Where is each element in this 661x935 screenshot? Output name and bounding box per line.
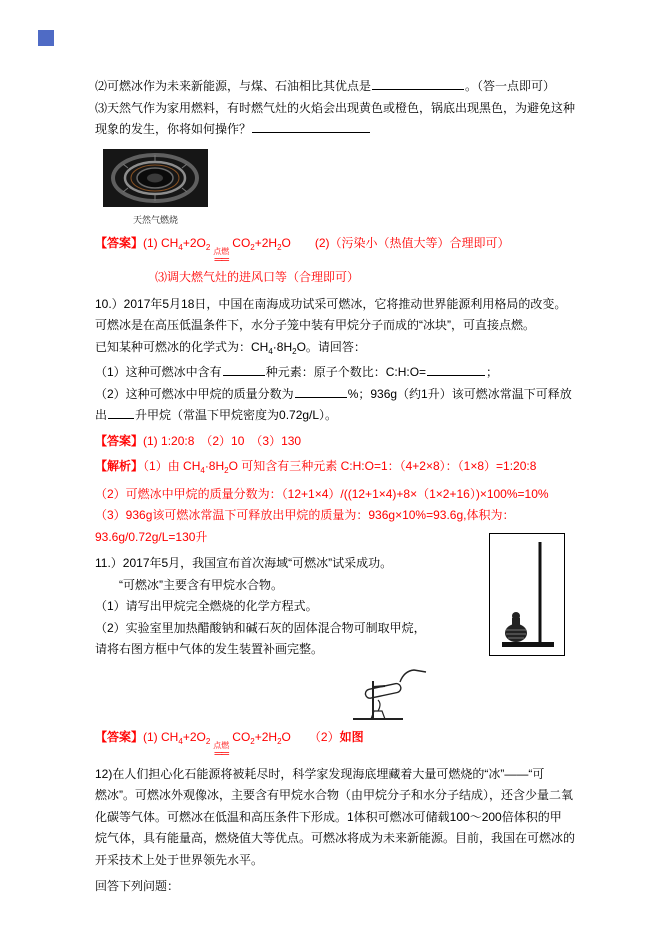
answer-blank	[223, 364, 265, 376]
text-line	[95, 337, 577, 363]
text-span: (1) CH	[143, 236, 179, 250]
text-span: 燃冰”。可燃冰外观像冰，主要含有甲烷水合物（由甲烷分子和水分子结成），还含少量二氧	[95, 788, 573, 802]
text-span: （1）这种可燃冰中含有	[95, 365, 222, 379]
text-line	[95, 807, 577, 829]
answer-blank	[252, 121, 370, 133]
text-span: 2	[205, 736, 211, 746]
text-span: 2	[205, 243, 211, 252]
text-span: 如图	[339, 729, 364, 744]
text-span: 【解析】	[95, 459, 144, 473]
text-span: 烷气体，具有能量高，燃烧值大等优点。可燃冰将成为未来新能源。目前，我国在可燃冰的	[95, 831, 576, 845]
text-span: O。请回答：	[296, 339, 366, 354]
text-span: 2	[277, 243, 282, 252]
text-span: +2H	[254, 729, 278, 744]
text-span: （2）	[290, 729, 340, 744]
text-line	[95, 828, 577, 850]
text-span: +2H	[254, 236, 278, 250]
text-line	[95, 431, 577, 453]
text-span: (2)（污染小（热值大等）合理即可）	[290, 236, 510, 250]
gas-burner-photo	[103, 149, 208, 228]
text-line	[95, 764, 577, 786]
text-span: 10.）2017年5月18日，中国在南海成功试采可燃冰，它将推动世界能源利用格局的改变。	[95, 296, 567, 311]
text-line	[95, 233, 577, 265]
text-span: CO	[232, 236, 251, 250]
iron-stand-sketch	[490, 534, 562, 653]
text-line	[95, 315, 577, 337]
text-span: O 可知含有三种元素 C:H:O=1：（4+2×8）：（1×8）=1:20:8	[228, 459, 537, 473]
text-line	[95, 405, 577, 427]
answer-blank	[427, 364, 485, 376]
text-span: 请将右图方框中气体的发生装置补画完整。	[95, 642, 324, 656]
text-span: （1）请写出甲烷完全燃烧的化学方程式。	[95, 599, 318, 613]
text-span: ；	[486, 365, 499, 379]
text-span: 种元素：原子个数比：C:H:O=	[265, 365, 427, 379]
text-span: ⑵可燃冰作为未来新能源，与煤、石油相比其优点是	[95, 79, 372, 93]
text-span: %；936g（约1升）该可燃冰常温下可释放	[347, 386, 572, 401]
generator-sketch	[347, 663, 431, 723]
text-span: 12)在人们担心化石能源将被耗尽时，科学家发现海底埋藏着大量可燃烧的“冰”——“可	[95, 766, 545, 781]
answer-blank	[108, 407, 134, 419]
text-span: 11.）2017年5月，我国宣布首次海域“可燃冰”试采成功。	[95, 556, 393, 570]
text-span: ⑶天然气作为家用燃料，有时燃气灶的火焰会出现黄色或橙色，锅底出现黑色，为避免这种	[95, 100, 576, 115]
answer-blank	[372, 78, 464, 90]
text-span: 【答案】	[95, 236, 144, 250]
text-line	[95, 850, 577, 872]
text-line	[95, 98, 577, 120]
text-span: ·8H	[204, 459, 225, 473]
text-span: （2）实验室里加热醋酸钠和碱石灰的固体混合物可制取甲烷，	[95, 620, 426, 635]
text-line	[95, 76, 577, 98]
text-span: 。（答一点即可）	[465, 79, 556, 93]
text-line	[155, 267, 577, 289]
text-span: 4	[268, 346, 273, 356]
text-span: CO	[232, 729, 251, 744]
text-line	[95, 727, 577, 759]
text-span: +2O	[182, 236, 206, 250]
text-line	[95, 384, 577, 406]
photo-caption: 天然气燃烧	[132, 215, 178, 225]
apparatus-box-figure	[489, 533, 565, 656]
text-line	[95, 785, 577, 807]
text-line	[95, 456, 577, 482]
document-content	[95, 76, 577, 898]
text-span: “可燃冰”主要含有甲烷水合物。	[119, 577, 283, 592]
text-span: 93.6g/0.72g/L=130升	[95, 529, 208, 544]
text-line	[95, 484, 577, 506]
text-line	[95, 362, 577, 384]
text-span: （1）由 CH	[143, 459, 201, 473]
text-span: +2O	[182, 729, 206, 744]
text-line	[95, 119, 577, 141]
text-span: 2	[250, 243, 255, 252]
text-span: 2	[292, 346, 297, 356]
text-span: 可燃冰是在高压低温条件下，水分子笼中装有甲烷分子而成的“冰块”，可直接点燃。	[95, 318, 535, 332]
text-span: 2	[224, 466, 229, 475]
text-span: (1) CH	[143, 729, 179, 744]
text-line	[95, 294, 577, 316]
text-span: 开采技术上处于世界领先水平。	[95, 852, 264, 867]
text-span: O	[281, 236, 291, 250]
text-span: 4	[178, 243, 183, 252]
text-span: 升甲烷（常温下甲烷密度为0.72g/L）。	[135, 408, 338, 422]
text-line	[95, 876, 577, 898]
text-span: 【答案】	[95, 433, 144, 448]
reaction-condition-ignite: 点燃 ══	[213, 740, 230, 760]
accent-square	[38, 30, 54, 46]
burner-image	[103, 149, 208, 207]
text-span: 回答下列问题：	[95, 879, 180, 893]
text-span: 【答案】	[95, 729, 144, 744]
text-span: 现象的发生，你将如何操作？	[95, 122, 252, 136]
reaction-condition-ignite: 点燃 ══	[213, 247, 230, 266]
text-span: 2	[250, 736, 255, 746]
text-span: （3）936g该可燃冰常温下可释放出甲烷的质量为：936g×10%=93.6g,体积为：	[95, 508, 515, 522]
text-line	[95, 505, 577, 527]
text-span: (1) 1:20:8 （2）10 （3）130	[143, 433, 302, 448]
text-span: （2）这种可燃冰中甲烷的质量分数为	[95, 386, 294, 401]
answer-blank	[295, 386, 347, 398]
text-span: 已知某种可燃冰的化学式为：CH	[95, 339, 269, 354]
text-span: 2	[277, 736, 282, 746]
text-span: （2）可燃冰中甲烷的质量分数为：（12+1×4）/((12+1×4)+8×（1×2+16）)×100%=10%	[95, 486, 549, 501]
text-span: O	[281, 729, 291, 744]
text-span: ⑶调大燃气灶的进风口等（合理即可）	[155, 270, 360, 284]
text-span: 4	[178, 736, 183, 746]
gas-generator-diagram	[347, 663, 431, 723]
text-span: ·8H	[272, 339, 293, 354]
text-span: 出	[95, 408, 108, 422]
text-span: 4	[200, 466, 205, 475]
text-span: 化碳等气体。可燃冰在低温和高压条件下形成。1体积可燃冰可储载100～200倍体积的甲	[95, 809, 562, 824]
